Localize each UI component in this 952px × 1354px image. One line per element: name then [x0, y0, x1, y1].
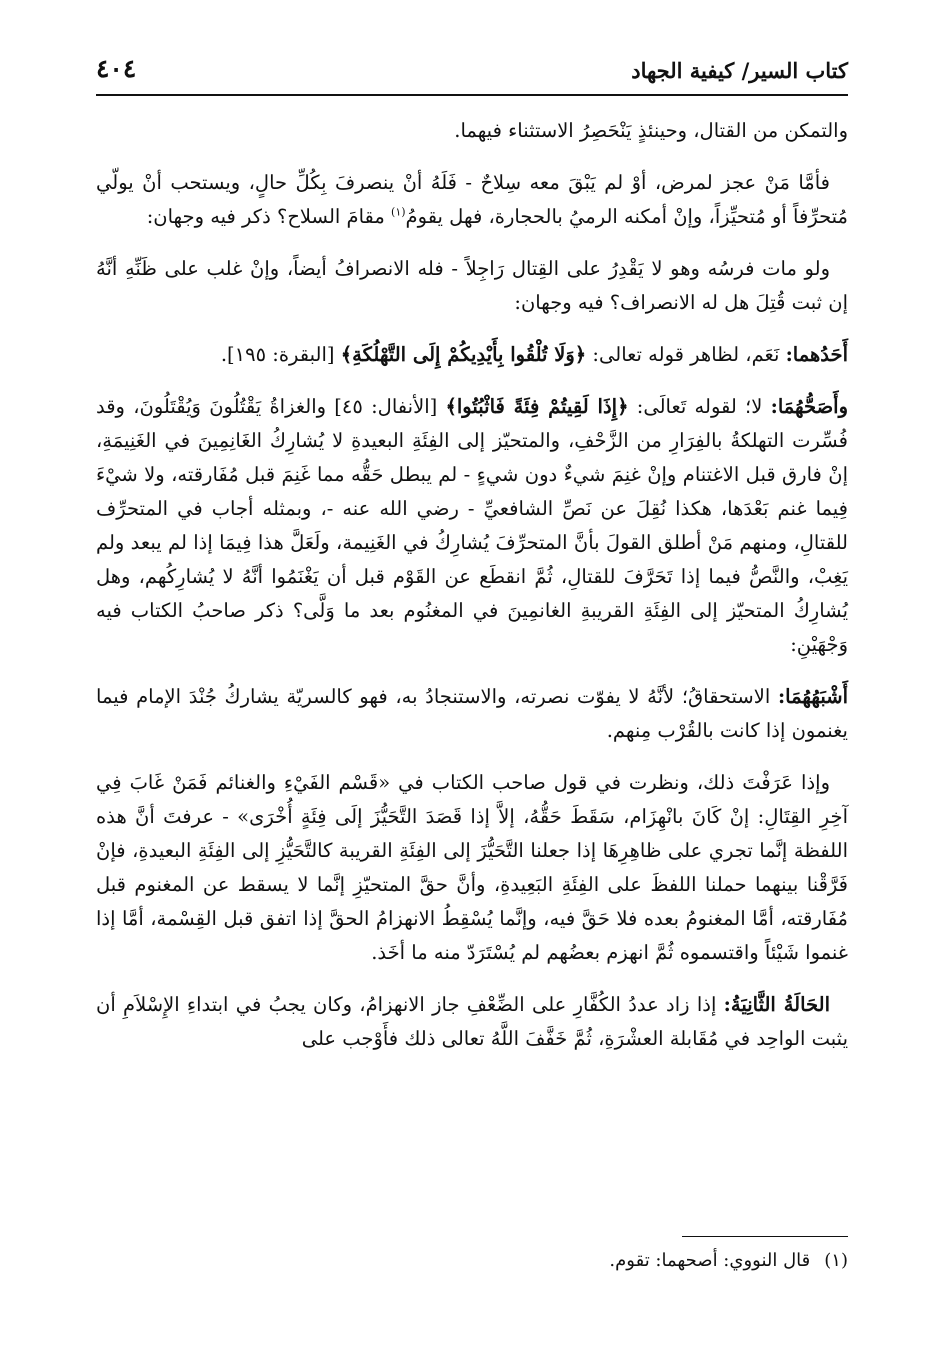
quran-verse: ﴿وَلَا تُلْقُوا بِأَيْدِيكُمْ إِلَى التَّهْلُكَةِ﴾ — [340, 343, 587, 366]
paragraph-text: وإذا عَرَفْتَ ذلك، ونظرت في قول صاحب الكتاب في «قَسْم الفَيْءِ والغنائم فَمَنْ غَابَ فِي آخِرِ القِتَالِ: إنْ كَانَ بانْهِزَام، سَقَطَ حَقُّهُ، إلاَّ إذا قَصَدَ التَّحَيُّزَ إلَى فِئَةٍ أُخْرَى» - عرفتَ أنَّ هذه اللفظة إنَّما تجري على ظاهِرِهَا إذا جعلنا التَّحَيُّزَ إلى الفِئَةِ القريبة كالتَّحَيُّزِ إلى الفِئَةِ البعيدةِ، فإنْ فَرَّقْنا بينهما حملنا اللفظَ على الفِئَةِ البَعِيدةِ، وأنَّ حقَّ المتحيّزِ إنَّما لا يسقط عن المغنوم قبل مُفَارقته، أمَّا المغنومُ بعده فلا حَقَّ فيه، وإنَّما يُسْقِطُ الانهزامُ الحقَّ إذا اتفق قبل القِسْمة، أمَّا إذا غنموا شَيْئاً واقتسموه ثُمَّ انهزم بعضُهم لم يُسْتَرَدّ منه ما أخَذ. — [96, 771, 848, 964]
page-number: ٤٠٤ — [96, 54, 137, 83]
section-lead: أَحَدُهما: — [785, 343, 848, 366]
section-lead: وأَصَحُّهُمَا: — [770, 395, 849, 418]
paragraph-8 — [96, 988, 848, 1056]
paragraph-text: ولو مات فرسُه وهو لا يَقْدِرُ على القِتال رَاجِلاً - فله الانصرافُ أيضاً، وإنْ غلب على ظَنِّهِ أنَّهُ إن ثبت قُتِلَ هل له الانصراف؟ فيه وجهان: — [96, 257, 848, 314]
quran-verse: ﴿إِذَا لَقِيتُمْ فِئَةً فَاثْبُتُوا﴾ — [445, 395, 629, 418]
paragraph-text: إذا زاد عددُ الكُفَّارِ على الضِّعْفِ جاز الانهزامُ، وكان يجبُ في ابتداءِ الإِسْلاَمِ أن يثبت الواحِد في مُقَابلة العشْرَةِ، ثُمَّ خَفَّفَ اللَّهُ تعالى ذلك فأَوْجب على — [96, 993, 848, 1050]
paragraph-text: فأمَّا مَنْ عجز لمرض، أوْ لم يَبْقَ معه سِلاحٌ - فَلَهُ أنْ ينصرفَ بِكُلِّ حالٍ، ويستحب أنْ يولّي مُتحرِّفاً أو مُتحيِّزاً، وإنْ أمكنه الرميُ بالحجارة، فهل يقومُ — [96, 171, 848, 228]
paragraph-text: الاستحقاقُ؛ لأنَّهُ لا يفوّت نصرته، والاستنجادُ به، فهو كالسريّة يشاركُ جُنْدَ الإمام فيما يغنمون إذا كانت بالقُرْب مِنهم. — [96, 685, 848, 742]
paragraph-3 — [96, 252, 848, 320]
section-lead: الحَالَةُ الثَّانِيَةُ: — [723, 993, 830, 1016]
footnote-text: قال النووي: أصحهما: تقوم. — [609, 1250, 811, 1271]
main-text — [96, 114, 848, 1074]
footnote-divider — [682, 1236, 848, 1237]
paragraph-text: [البقرة: ١٩٥]. — [220, 343, 341, 366]
paragraph-1 — [96, 114, 848, 148]
paragraph-6 — [96, 680, 848, 748]
running-header — [96, 50, 848, 96]
paragraph-5 — [96, 390, 848, 662]
paragraph-text: نَعَم، لظاهر قوله تعالى: — [586, 343, 786, 366]
footnote-number: (١) — [824, 1250, 848, 1271]
paragraph-text: مقامَ السلاح؟ ذكر فيه وجهان: — [146, 205, 392, 228]
paragraph-7 — [96, 766, 848, 970]
paragraph-2 — [96, 166, 848, 234]
paragraph-text: والتمكن من القتال، وحينئذٍ يَنْحَصِرُ الاستثناء فيهما. — [454, 119, 848, 142]
footnote — [96, 1246, 848, 1276]
section-lead: أَشْبَهُهُمَا: — [777, 685, 848, 708]
paragraph-text: [الأنفال: ٤٥] والغزاةُ يَقْتُلُونَ وَيُقْتَلُونَ، وقد فُسِّرت التهلكةُ بالفِرَارِ من الزَّحْفِ، والمتحيّز إلى الفِئَةِ البعيدةِ لا يُشارِكُ الغَانِمِينَ في الغَنِيمَةِ، إنْ فارق قبل الاغتنام وإنْ غنِمَ شيءٌ دون شيءٍ - لم يبطل حَقُّه مما غَنِمَ قبل مُفَارقته، ولا شيْءَ فِيما غنم بَعْدَها، هكذا نُقِلَ عن نَصِّ الشافعيِّ - رضي الله عنه -، وبمثله أجاب في المتحرِّف للقتالِ، ومنهم مَنْ أطلق القولَ بأنَّ المتحرِّفَ يُشارِكُ في الغَنِيمة، ولَعَلَّ هذا فِيمَا إذا لم يبعد ولم يَغِبْ، والنَّصُّ فيما إذا تَحَرَّفَ للقتالِ، ثُمَّ انقطَع عن القَوْم قبل أن يَغْنَمُوا أنَّهُ لا يُشارِكُهم، وهل يُشارِكُ المتحيّز إلى الفِئَةِ القريبةِ الغانمِينَ في المغنُوم بعد ما وَلَّى؟ ذكر صاحبُ الكتاب فيه وَجْهَيْنِ: — [96, 395, 848, 656]
footnote-reference[interactable]: (١) — [391, 205, 406, 219]
book-page — [96, 50, 848, 1310]
chapter-title: كتاب السير/ كيفية الجهاد — [631, 58, 848, 83]
paragraph-4 — [96, 338, 848, 372]
paragraph-text: لا؛ لقوله تَعالَى: — [628, 395, 771, 418]
